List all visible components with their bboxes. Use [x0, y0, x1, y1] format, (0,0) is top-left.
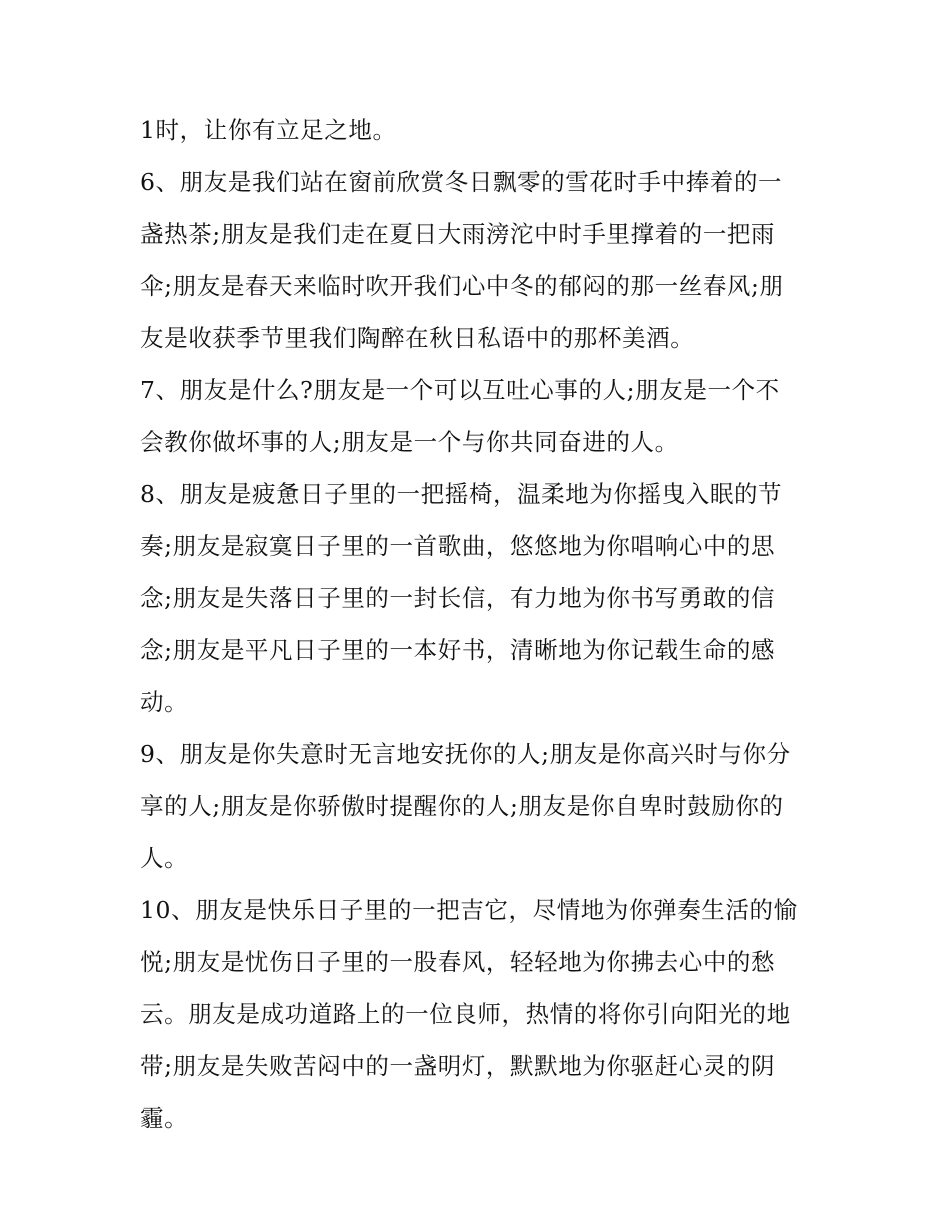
text-line: 念;朋友是失落日子里的一封长信，有力地为你书写勇敢的信: [140, 584, 776, 612]
text-line: 1时，让你有立足之地。: [140, 116, 397, 144]
text-line: 人。: [140, 844, 189, 872]
text-line: 10、朋友是快乐日子里的一把吉它，尽情地为你弹奏生活的愉: [140, 896, 798, 924]
text-line: 带;朋友是失败苦闷中的一盏明灯，默默地为你驱赶心灵的阴: [140, 1052, 776, 1080]
text-line: 伞;朋友是春天来临时吹开我们心中冬的郁闷的那一丝春风;朋: [140, 272, 784, 300]
text-line: 7、朋友是什么?朋友是一个可以互吐心事的人;朋友是一个不: [140, 376, 780, 404]
text-line: 奏;朋友是寂寞日子里的一首歌曲，悠悠地为你唱响心中的思: [140, 532, 776, 560]
text-line: 云。朋友是成功道路上的一位良师，热情的将你引向阳光的地: [140, 1000, 791, 1028]
text-line: 动。: [140, 688, 189, 716]
document-body: [140, 104, 820, 1144]
text-line: 念;朋友是平凡日子里的一本好书，清晰地为你记载生命的感: [140, 636, 776, 664]
text-line: 友是收获季节里我们陶醉在秋日私语中的那杯美酒。: [140, 324, 695, 352]
text-line: 悦;朋友是忧伤日子里的一股春风，轻轻地为你拂去心中的愁: [140, 948, 776, 976]
text-line: 会教你做坏事的人;朋友是一个与你共同奋进的人。: [140, 428, 679, 456]
text-line: 霾。: [140, 1104, 189, 1132]
text-line: 9、朋友是你失意时无言地安抚你的人;朋友是你高兴时与你分: [140, 740, 791, 768]
text-line: 享的人;朋友是你骄傲时提醒你的人;朋友是你自卑时鼓励你的: [140, 792, 784, 820]
text-line: 8、朋友是疲惫日子里的一把摇椅，温柔地为你摇曳入眠的节: [140, 480, 783, 508]
text-line: 6、朋友是我们站在窗前欣赏冬日飘零的雪花时手中捧着的一: [140, 168, 783, 196]
text-line: 盏热茶;朋友是我们走在夏日大雨滂沱中时手里撑着的一把雨: [140, 220, 776, 248]
